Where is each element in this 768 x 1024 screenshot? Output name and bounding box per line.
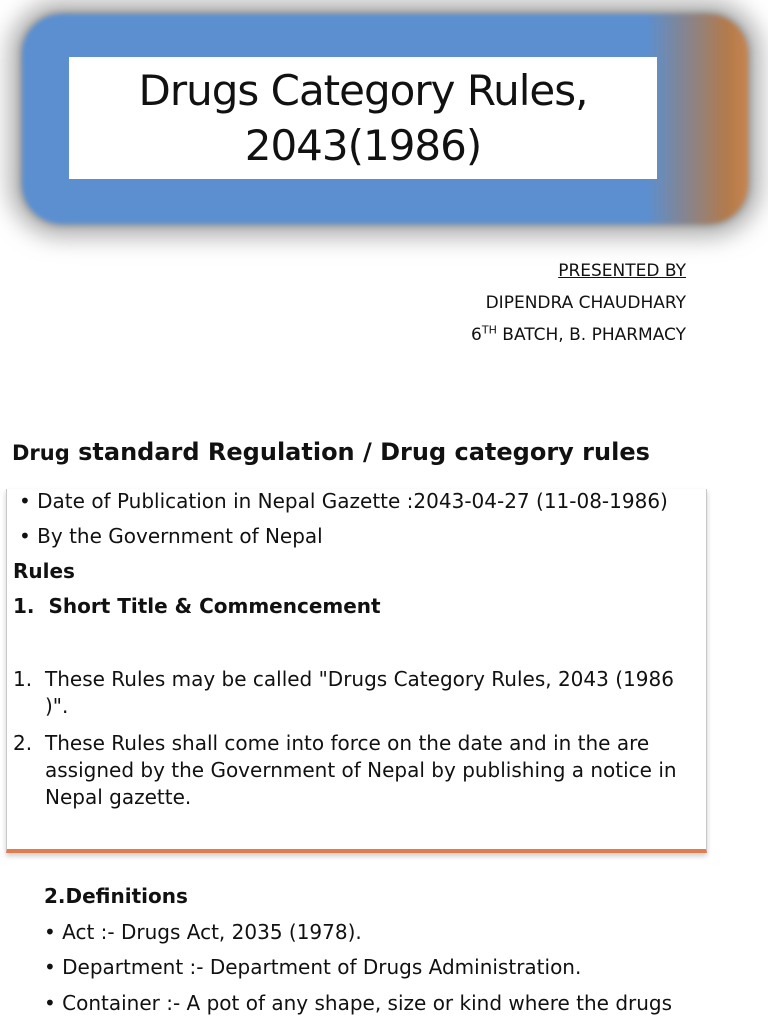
slide2-heading <box>12 438 650 466</box>
rule-item-2-number: 2. <box>13 731 33 755</box>
rule-item-2 <box>13 730 703 811</box>
title-slide <box>0 0 768 380</box>
section-1-label: Short Title & Commencement <box>48 594 381 618</box>
batch-number: 6 <box>471 325 482 345</box>
presenter-block <box>471 255 686 351</box>
definition-container: • Container :- A pot of any shape, size or kind where the drugs <box>44 991 673 1015</box>
bullet-government: • By the Government of Nepal <box>19 524 323 548</box>
rule-item-2-text: These Rules shall come into force on the date and in the are assigned by the Government of Nepal by publishing a notice in Nepal gazette. <box>45 731 677 809</box>
presented-by-label: PRESENTED BY <box>558 261 686 281</box>
heading-drug-word: Drug <box>12 441 70 465</box>
heading-rest: standard Regulation / Drug category rules <box>69 438 650 466</box>
definition-act: • Act :- Drugs Act, 2035 (1978). <box>44 920 362 944</box>
rule-item-1-number: 1. <box>13 667 33 691</box>
definitions-heading: 2.Definitions <box>44 884 188 908</box>
section-1-number: 1. <box>13 594 35 618</box>
slide-title <box>139 63 588 173</box>
title-line-2: 2043(1986) <box>244 121 482 170</box>
bullet-publication-date: • Date of Publication in Nepal Gazette :2043-04-27 (11-08-1986) <box>19 489 668 513</box>
presenter-name: DIPENDRA CHAUDHARY <box>485 293 686 313</box>
rule-item-1 <box>13 666 703 720</box>
presenter-batch <box>471 319 686 351</box>
batch-text: BATCH, B. PHARMACY <box>496 325 686 345</box>
definition-department: • Department :- Department of Drugs Administration. <box>44 955 582 979</box>
title-box <box>69 57 657 179</box>
rules-label: Rules <box>13 559 75 583</box>
batch-suffix: TH <box>481 323 497 337</box>
rules-content-box <box>6 489 707 853</box>
rule-item-1-text: These Rules may be called "Drugs Category Rules, 2043 (1986 )". <box>45 667 674 718</box>
section-1-heading <box>13 594 381 618</box>
title-line-1: Drugs Category Rules, <box>138 66 588 115</box>
